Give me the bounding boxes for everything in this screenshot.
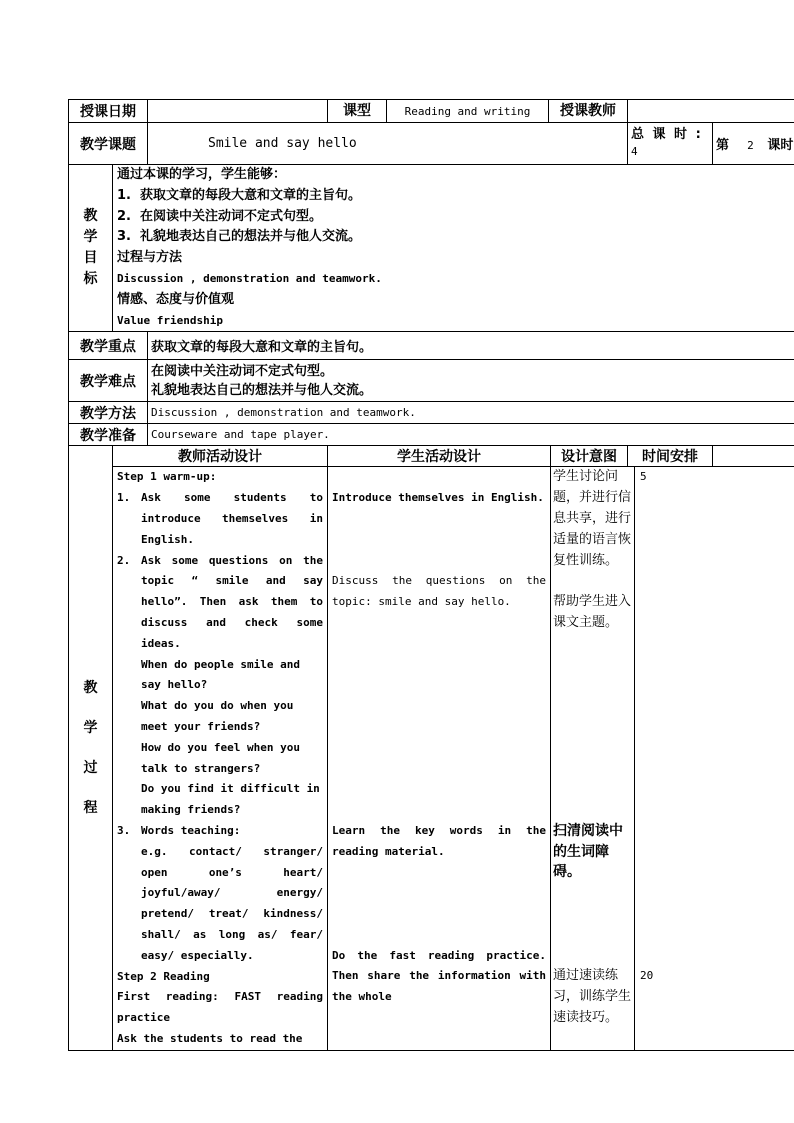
teacher-label: 授课教师 [548, 100, 627, 122]
student-activity-1: Introduce themselves in English. [332, 491, 544, 505]
student-activity-3: Learn the key words in the reading material. [332, 823, 546, 858]
process-heading: 过程与方法 [117, 250, 183, 266]
first-reading: First reading: FAST reading practice [117, 990, 323, 1025]
teacher-item-2: 2. Ask some questions on the topic “ smile and say hello”. Then ask them to discuss and check some ideas. [117, 553, 323, 650]
period-number: 2 [747, 139, 754, 152]
objective-item: 3. 礼貌地表达自己的想法并与他人交流。 [117, 229, 362, 245]
student-activity [328, 467, 551, 1050]
time-allocation [635, 467, 794, 1050]
lesson-plan-table [68, 99, 794, 1051]
design-intent [551, 467, 635, 1050]
time-2: 20 [640, 969, 654, 983]
step1-heading: Step 1 warm-up: [117, 470, 217, 484]
col-student-activity: 学生活动设计 [328, 446, 551, 467]
teacher-item-1: 1. Ask some students to introduce themselves in English. [117, 491, 323, 546]
teacher-value [628, 100, 794, 123]
student-activity-2: Discuss the questions on the topic: smile and say hello. [332, 574, 546, 609]
type-cell [328, 100, 628, 123]
preparation-text: Courseware and tape player. [148, 424, 794, 446]
topic-title: Smile and say hello [148, 123, 628, 165]
total-periods-label: 总 课 时 : [631, 127, 703, 142]
total-periods-value: 4 [631, 145, 638, 158]
date-label: 授课日期 [69, 100, 148, 123]
question-list: When do people smile and say hello? What do you do when you meet your friends? How do you feel when you talk to strangers? Do you find it difficult in making friends? [141, 657, 320, 817]
preparation-label: 教学准备 [69, 424, 148, 446]
process-text: Discussion , demonstration and teamwork. [117, 271, 382, 285]
teacher-item-3: 3. Words teaching: [117, 823, 241, 837]
teacher-activity [113, 467, 328, 1050]
process-label: 教 学 过 程 [69, 446, 113, 1050]
methods-label: 教学方法 [69, 402, 148, 424]
ask-read: Ask the students to read the [117, 1031, 303, 1045]
student-activity-4: Do the fast reading practice. Then share the information with the whole [332, 948, 546, 1004]
period-prefix: 第 [716, 138, 730, 153]
objectives-intro: 通过本课的学习，学生能够： [117, 167, 287, 182]
col-time: 时间安排 [628, 446, 713, 467]
period-cell [713, 123, 794, 165]
objective-item: 2. 在阅读中关注动词不定式句型。 [117, 208, 323, 224]
focus-label: 教学重点 [69, 332, 148, 360]
values-heading: 情感、态度与价值观 [117, 291, 235, 307]
col-design-intent: 设计意图 [551, 446, 628, 467]
col-teacher-activity: 教师活动设计 [113, 446, 328, 467]
objectives-content [113, 165, 794, 332]
time-1: 5 [640, 470, 647, 484]
date-value [148, 100, 328, 123]
period-suffix: 课时 [767, 138, 794, 153]
total-periods-cell [628, 123, 713, 165]
type-label: 课型 [328, 100, 387, 122]
step2-heading: Step 2 Reading [117, 969, 210, 983]
topic-label: 教学课题 [69, 123, 148, 165]
difficulty-text: 在阅读中关注动词不定式句型。 礼貌地表达自己的想法并与他人交流。 [148, 360, 794, 402]
difficulty-label: 教学难点 [69, 360, 148, 402]
methods-text: Discussion , demonstration and teamwork. [148, 402, 794, 424]
objective-item: 1. 获取文章的每段大意和文章的主旨句。 [117, 187, 362, 203]
intent-2: 帮助学生进入课文主题。 [553, 594, 632, 630]
intent-4: 通过速读练习，训练学生速读技巧。 [553, 968, 632, 1025]
objectives-label: 教 学 目 标 [69, 165, 113, 332]
type-value: Reading and writing [404, 104, 531, 118]
intent-3: 扫清阅读中的生词障碍。 [553, 822, 623, 881]
intent-1: 学生讨论问题，并进行信息共享，进行适量的语言恢复性训练。 [553, 469, 632, 568]
focus-text: 获取文章的每段大意和文章的主旨句。 [148, 332, 794, 360]
words-list: e.g. contact/ stranger/ open one’s heart/ joyful/away/ energy/ pretend/ treat/ kindness/ shall/ as long as/ fear/ easy/ especially. [141, 844, 323, 962]
values-text: Value friendship [117, 313, 223, 327]
